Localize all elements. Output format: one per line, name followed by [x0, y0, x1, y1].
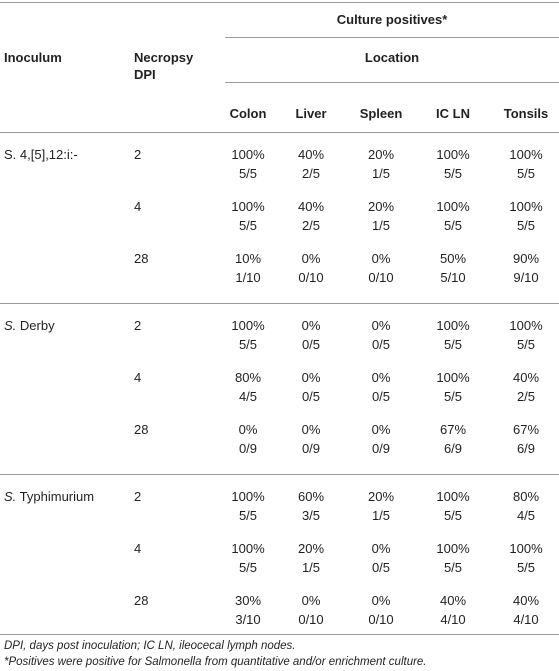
- table-bottom-rule: [0, 634, 559, 635]
- fraction-spleen: 0/9: [371, 441, 391, 456]
- inoculum-name: Typhimurium: [16, 489, 95, 504]
- fraction-tonsils: 4/5: [516, 508, 536, 523]
- fraction-liver: 1/5: [301, 560, 321, 575]
- percent-tonsils: 100%: [509, 147, 543, 162]
- percent-tonsils: 67%: [512, 422, 540, 437]
- fraction-spleen: 1/5: [371, 166, 391, 181]
- percent-liver: 60%: [297, 489, 325, 504]
- dpi-value: 2: [134, 147, 142, 162]
- percent-colon: 80%: [234, 370, 262, 385]
- fraction-spleen: 0/5: [371, 337, 391, 352]
- percent-colon: 100%: [231, 489, 265, 504]
- percent-liver: 40%: [297, 147, 325, 162]
- percent-liver: 0%: [301, 422, 321, 437]
- necropsy-header-line2: DPI: [134, 67, 156, 82]
- fraction-spleen: 0/10: [368, 612, 394, 627]
- inoculum-genus: S.: [4, 489, 17, 504]
- group-divider-1: [0, 303, 559, 304]
- fraction-ic-ln: 5/5: [443, 560, 463, 575]
- fraction-ic-ln: 6/9: [443, 441, 463, 456]
- footnote-abbreviations: DPI, days post inoculation; IC LN, ileocecal lymph nodes.: [4, 640, 296, 652]
- fraction-liver: 3/5: [301, 508, 321, 523]
- fraction-colon: 5/5: [238, 560, 258, 575]
- fraction-spleen: 0/5: [371, 389, 391, 404]
- inoculum-label: [4, 318, 55, 334]
- fraction-colon: 1/10: [235, 270, 261, 285]
- fraction-ic-ln: 5/5: [443, 166, 463, 181]
- percent-liver: 40%: [297, 199, 325, 214]
- fraction-tonsils: 6/9: [516, 441, 536, 456]
- fraction-liver: 0/10: [298, 612, 324, 627]
- fraction-ic-ln: 5/5: [443, 389, 463, 404]
- fraction-colon: 0/9: [238, 441, 258, 456]
- percent-colon: 100%: [231, 147, 265, 162]
- percent-colon: 30%: [234, 593, 262, 608]
- percent-ic-ln: 100%: [436, 541, 470, 556]
- column-header-colon: Colon: [229, 106, 267, 121]
- percent-ic-ln: 100%: [436, 147, 470, 162]
- percent-colon: 100%: [231, 318, 265, 333]
- dpi-value: 28: [134, 251, 149, 266]
- percent-ic-ln: 50%: [439, 251, 467, 266]
- percent-spleen: 0%: [371, 541, 391, 556]
- group-divider-2: [0, 474, 559, 475]
- percent-colon: 100%: [231, 199, 265, 214]
- fraction-spleen: 0/10: [368, 270, 394, 285]
- culture-positives-header: Culture positives*: [336, 12, 448, 27]
- percent-liver: 0%: [301, 251, 321, 266]
- dpi-value: 28: [134, 422, 149, 437]
- fraction-spleen: 1/5: [371, 508, 391, 523]
- fraction-colon: 5/5: [238, 337, 258, 352]
- percent-liver: 20%: [297, 541, 325, 556]
- fraction-spleen: 1/5: [371, 218, 391, 233]
- percent-spleen: 20%: [367, 147, 395, 162]
- percent-ic-ln: 100%: [436, 489, 470, 504]
- fraction-colon: 4/5: [238, 389, 258, 404]
- fraction-ic-ln: 5/5: [443, 218, 463, 233]
- dpi-value: 28: [134, 593, 149, 608]
- fraction-liver: 0/5: [301, 389, 321, 404]
- dpi-value: 4: [134, 370, 142, 385]
- percent-liver: 0%: [301, 318, 321, 333]
- fraction-colon: 3/10: [235, 612, 261, 627]
- fraction-tonsils: 5/5: [516, 218, 536, 233]
- percent-liver: 0%: [301, 370, 321, 385]
- inoculum-name: Derby: [16, 318, 55, 333]
- percent-spleen: 0%: [371, 593, 391, 608]
- percent-colon: 0%: [238, 422, 258, 437]
- inoculum-label: [4, 489, 94, 505]
- dpi-value: 4: [134, 541, 142, 556]
- footnote-asterisk: *Positives were positive for Salmonella from quantitative and/or enrichment culture.: [4, 656, 427, 668]
- percent-colon: 10%: [234, 251, 262, 266]
- percent-spleen: 20%: [367, 199, 395, 214]
- location-header: Location: [364, 50, 420, 65]
- percent-tonsils: 40%: [512, 370, 540, 385]
- inoculum-genus: S.: [4, 318, 17, 333]
- percent-ic-ln: 100%: [436, 370, 470, 385]
- dpi-value: 4: [134, 199, 142, 214]
- fraction-colon: 5/5: [238, 508, 258, 523]
- column-header-tonsils: Tonsils: [503, 106, 549, 121]
- percent-spleen: 0%: [371, 318, 391, 333]
- inoculum-label: [4, 147, 78, 163]
- column-header-liver: Liver: [295, 106, 327, 121]
- percent-ic-ln: 40%: [439, 593, 467, 608]
- percent-tonsils: 100%: [509, 318, 543, 333]
- percent-tonsils: 100%: [509, 541, 543, 556]
- percent-tonsils: 40%: [512, 593, 540, 608]
- culture-positives-underline: [225, 37, 559, 38]
- dpi-value: 2: [134, 489, 142, 504]
- fraction-tonsils: 9/10: [513, 270, 539, 285]
- location-underline: [225, 82, 559, 83]
- percent-spleen: 0%: [371, 422, 391, 437]
- column-header-spleen: Spleen: [359, 106, 403, 121]
- inoculum-header: Inoculum: [4, 50, 62, 65]
- fraction-tonsils: 5/5: [516, 337, 536, 352]
- fraction-tonsils: 5/5: [516, 166, 536, 181]
- percent-liver: 0%: [301, 593, 321, 608]
- fraction-spleen: 0/5: [371, 560, 391, 575]
- fraction-liver: 0/9: [301, 441, 321, 456]
- percent-tonsils: 90%: [512, 251, 540, 266]
- table-top-rule: [0, 2, 559, 3]
- fraction-ic-ln: 5/5: [443, 337, 463, 352]
- fraction-liver: 0/5: [301, 337, 321, 352]
- fraction-liver: 0/10: [298, 270, 324, 285]
- percent-tonsils: 80%: [512, 489, 540, 504]
- fraction-colon: 5/5: [238, 166, 258, 181]
- fraction-liver: 2/5: [301, 218, 321, 233]
- percent-spleen: 0%: [371, 251, 391, 266]
- percent-spleen: 0%: [371, 370, 391, 385]
- column-header-ic-ln: IC LN: [436, 106, 470, 121]
- fraction-tonsils: 5/5: [516, 560, 536, 575]
- necropsy-header-line1: Necropsy: [134, 50, 194, 65]
- header-bottom-rule: [0, 132, 559, 133]
- fraction-ic-ln: 5/10: [440, 270, 466, 285]
- percent-spleen: 20%: [367, 489, 395, 504]
- percent-ic-ln: 67%: [439, 422, 467, 437]
- fraction-tonsils: 4/10: [513, 612, 539, 627]
- dpi-value: 2: [134, 318, 142, 333]
- fraction-ic-ln: 4/10: [440, 612, 466, 627]
- fraction-colon: 5/5: [238, 218, 258, 233]
- fraction-tonsils: 2/5: [516, 389, 536, 404]
- percent-colon: 100%: [231, 541, 265, 556]
- inoculum-name: S. 4,[5],12:i:-: [4, 147, 78, 162]
- percent-tonsils: 100%: [509, 199, 543, 214]
- percent-ic-ln: 100%: [436, 199, 470, 214]
- fraction-ic-ln: 5/5: [443, 508, 463, 523]
- fraction-liver: 2/5: [301, 166, 321, 181]
- percent-ic-ln: 100%: [436, 318, 470, 333]
